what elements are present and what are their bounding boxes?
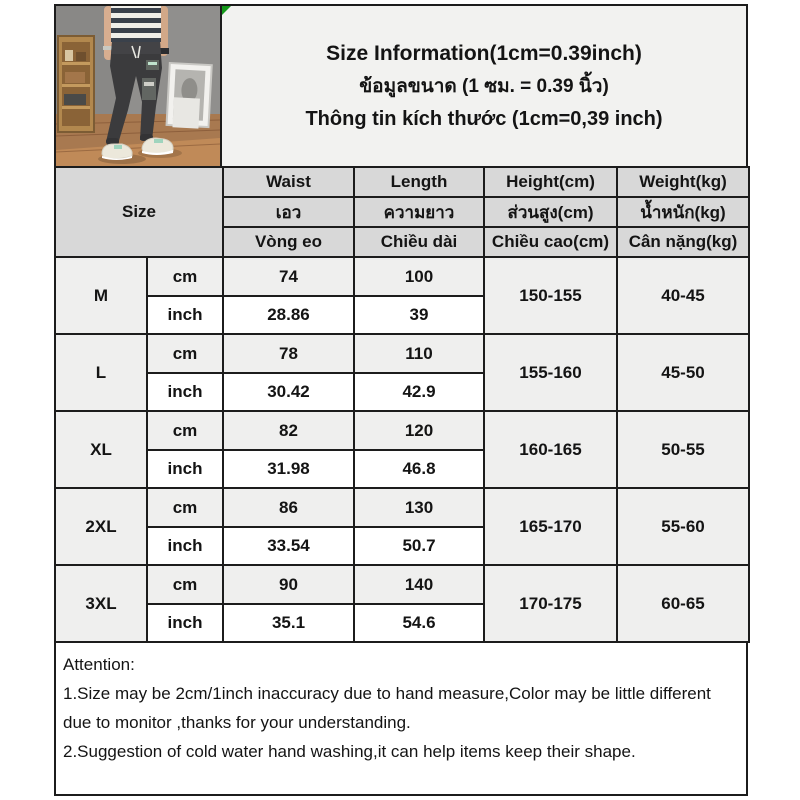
cell-xl-inch-waist: 31.98	[223, 450, 354, 488]
cell-2xl-cm-length: 130	[354, 488, 484, 527]
cell-3xl-height: 170-175	[484, 565, 617, 642]
unit-cell: cm	[147, 411, 223, 450]
header-waist-en: Waist	[223, 167, 354, 197]
unit-cell: cm	[147, 565, 223, 604]
header-weight-th: น้ำหนัก(kg)	[617, 197, 749, 227]
header-waist-vi: Vòng eo	[223, 227, 354, 257]
cell-l-cm-length: 110	[354, 334, 484, 373]
title-english: Size Information(1cm=0.39inch)	[326, 41, 642, 65]
header-length-th: ความยาว	[354, 197, 484, 227]
unit-cell: inch	[147, 373, 223, 411]
unit-cell: inch	[147, 296, 223, 334]
title-thai: ข้อมูลขนาด (1 ซม. = 0.39 นิ้ว)	[359, 75, 609, 97]
header-height-th: ส่วนสูง(cm)	[484, 197, 617, 227]
cell-l-cm-waist: 78	[223, 334, 354, 373]
product-photo	[54, 4, 222, 168]
cell-3xl-cm-length: 140	[354, 565, 484, 604]
header-weight-en: Weight(kg)	[617, 167, 749, 197]
cell-xl-height: 160-165	[484, 411, 617, 488]
size-info-title-box	[220, 4, 748, 168]
size-info-sheet	[54, 4, 748, 796]
table-row	[55, 257, 749, 296]
cell-xl-inch-length: 46.8	[354, 450, 484, 488]
attention-heading: Attention:	[63, 655, 135, 674]
size-table	[54, 166, 750, 643]
header-waist-th: เอว	[223, 197, 354, 227]
unit-cell: cm	[147, 334, 223, 373]
size-label-2xl: 2XL	[55, 488, 147, 565]
cell-m-cm-length: 100	[354, 257, 484, 296]
size-label-3xl: 3XL	[55, 565, 147, 642]
cell-2xl-inch-length: 50.7	[354, 527, 484, 565]
cell-l-inch-length: 42.9	[354, 373, 484, 411]
table-row	[55, 411, 749, 450]
unit-cell: cm	[147, 257, 223, 296]
cell-m-inch-length: 39	[354, 296, 484, 334]
cell-m-inch-waist: 28.86	[223, 296, 354, 334]
cell-m-cm-waist: 74	[223, 257, 354, 296]
table-row	[55, 334, 749, 373]
corner-size-label: Size	[55, 167, 223, 257]
size-label-xl: XL	[55, 411, 147, 488]
unit-cell: cm	[147, 488, 223, 527]
cell-l-inch-waist: 30.42	[223, 373, 354, 411]
title-vietnamese: Thông tin kích thước (1cm=0,39 inch)	[305, 107, 663, 130]
attention-note-2: 2.Suggestion of cold water hand washing,it can help items keep their shape.	[63, 742, 636, 761]
unit-cell: inch	[147, 527, 223, 565]
table-row	[55, 565, 749, 604]
header-height-en: Height(cm)	[484, 167, 617, 197]
product-photo-illustration	[56, 6, 220, 166]
cell-2xl-cm-waist: 86	[223, 488, 354, 527]
cell-2xl-weight: 55-60	[617, 488, 749, 565]
header-height-vi: Chiều cao(cm)	[484, 227, 617, 257]
size-label-m: M	[55, 257, 147, 334]
header-length-vi: Chiều dài	[354, 227, 484, 257]
attention-note-1: 1.Size may be 2cm/1inch inaccuracy due to hand measure,Color may be little different due to monitor ,thanks for your understanding.	[63, 684, 711, 732]
cell-l-weight: 45-50	[617, 334, 749, 411]
size-label-l: L	[55, 334, 147, 411]
top-row	[54, 4, 748, 168]
cell-3xl-inch-length: 54.6	[354, 604, 484, 642]
table-row	[55, 488, 749, 527]
cell-xl-cm-waist: 82	[223, 411, 354, 450]
cell-m-height: 150-155	[484, 257, 617, 334]
header-weight-vi: Cân nặng(kg)	[617, 227, 749, 257]
cell-2xl-inch-waist: 33.54	[223, 527, 354, 565]
unit-cell: inch	[147, 450, 223, 488]
picture-frame	[166, 63, 211, 129]
cell-xl-cm-length: 120	[354, 411, 484, 450]
cell-3xl-cm-waist: 90	[223, 565, 354, 604]
cell-m-weight: 40-45	[617, 257, 749, 334]
cell-3xl-inch-waist: 35.1	[223, 604, 354, 642]
unit-cell: inch	[147, 604, 223, 642]
header-row-en	[55, 167, 749, 197]
attention-box	[54, 641, 748, 796]
header-length-en: Length	[354, 167, 484, 197]
cell-3xl-weight: 60-65	[617, 565, 749, 642]
shelf	[58, 36, 94, 132]
cell-xl-weight: 50-55	[617, 411, 749, 488]
green-corner-flag-icon	[222, 6, 231, 15]
cell-l-height: 155-160	[484, 334, 617, 411]
cell-2xl-height: 165-170	[484, 488, 617, 565]
